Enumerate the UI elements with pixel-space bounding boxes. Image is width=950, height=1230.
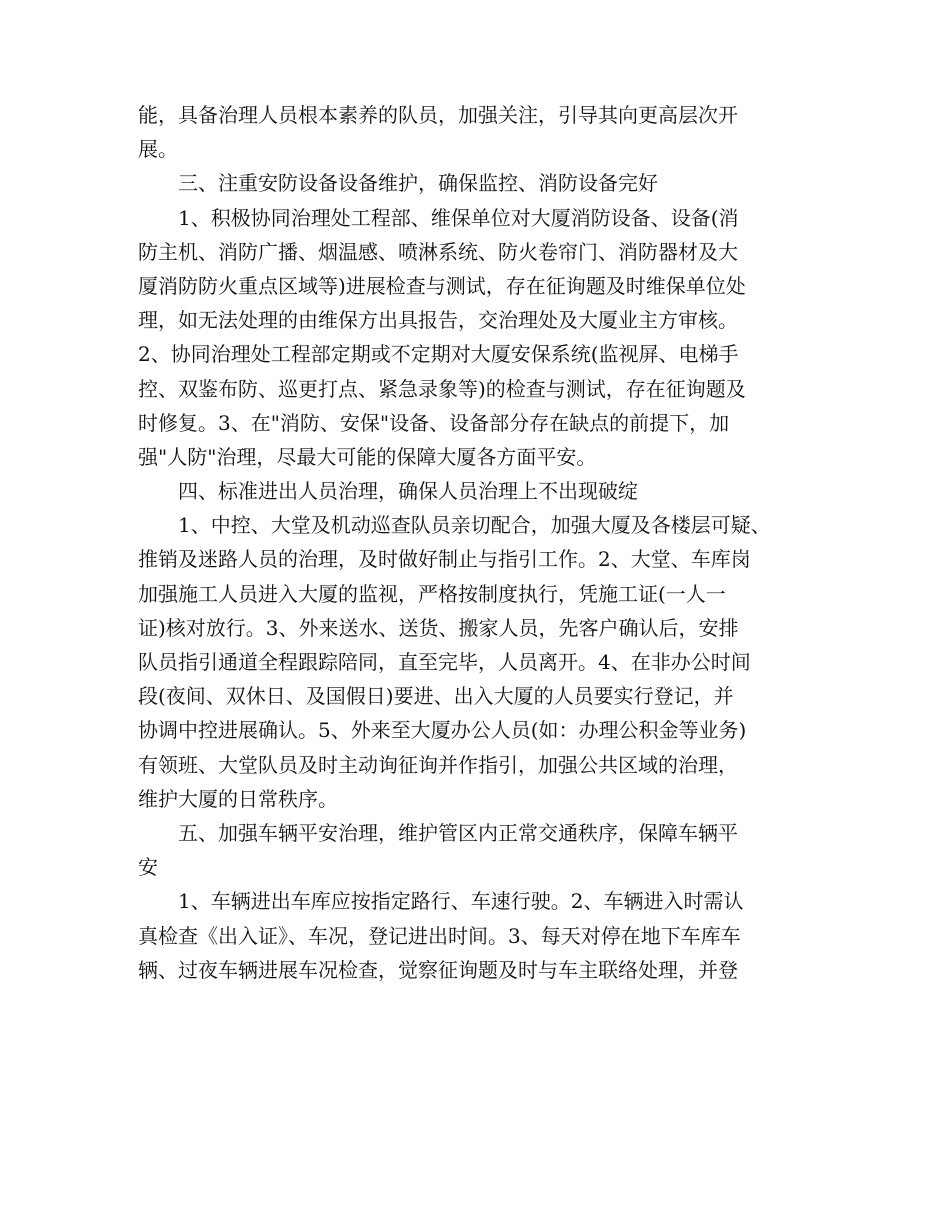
- text-line: 1、积极协同治理处工程部、维保单位对大厦消防设备、设备(消: [178, 205, 739, 230]
- text-line: 1、中控、大堂及机动巡查队员亲切配合，加强大厦及各楼层可疑、: [178, 513, 771, 538]
- text-line: 展。: [138, 137, 178, 162]
- text-line: 协调中控进展确认。5、外来至大厦办公人员(如：办理公积金等业务): [138, 718, 747, 743]
- text-line: 四、标准进出人员治理，确保人员治理上不出现破绽: [178, 479, 638, 504]
- text-line: 队员指引通道全程跟踪陪同，直至完毕，人员离开。4、在非办公时间: [138, 650, 751, 674]
- text-line: 三、注重安防设备设备维护，确保监控、消防设备完好: [178, 171, 658, 196]
- text-line: 能，具备治理人员根本素养的队员，加强关注，引导其向更高层次开: [138, 103, 738, 127]
- text-line: 维护大厦的日常秩序。: [138, 786, 338, 811]
- text-line: 有领班、大堂队员及时主动询征询并作指引，加强公共区域的治理，: [138, 752, 738, 777]
- text-line: 加强施工人员进入大厦的监视，严格按制度执行，凭施工证(一人一: [138, 581, 726, 606]
- text-line: 五、加强车辆平安治理，维护管区内正常交通秩序，保障车辆平: [178, 820, 738, 845]
- text-line: 证)核对放行。3、外来送水、送货、搬家人员，先客户确认后，安排: [138, 615, 739, 640]
- text-line: 辆、过夜车辆进展车况检查，觉察征询题及时与车主联络处理，并登: [138, 957, 738, 982]
- text-line: 安: [138, 855, 158, 880]
- text-line: 理，如无法处理的由维保方出具报告，交治理处及大厦业主方审核。: [138, 308, 738, 333]
- document-body: [138, 98, 814, 987]
- text-line: 厦消防防火重点区域等)进展检查与测试，存在征询题及时维保单位处: [138, 273, 746, 298]
- text-line: 2、协同治理处工程部定期或不定期对大厦安保系统(监视屏、电梯手: [138, 342, 739, 367]
- text-line: 强"人防"治理，尽最大可能的保障大厦各方面平安。: [138, 444, 597, 469]
- text-line: 防主机、消防广播、烟温感、喷淋系统、防火卷帘门、消防器材及大: [138, 239, 738, 264]
- text-line: 真检查《出入证》、车况，登记进出时间。3、每天对停在地下车库车: [138, 923, 741, 948]
- text-line: 1、车辆进出车库应按指定路行、车速行驶。2、车辆进入时需认: [178, 889, 744, 914]
- text-line: 推销及迷路人员的治理，及时做好制止与指引工作。2、大堂、车库岗: [138, 547, 751, 572]
- text-line: 控、双鉴布防、巡更打点、紧急录象等)的检查与测试，存在征询题及: [138, 376, 746, 401]
- text-line: 时修复。3、在"消防、安保"设备、设备部分存在缺点的前提下，加: [138, 410, 730, 435]
- text-line: 段(夜间、双休日、及国假日)要进、出入大厦的人员要实行登记，并: [138, 684, 734, 709]
